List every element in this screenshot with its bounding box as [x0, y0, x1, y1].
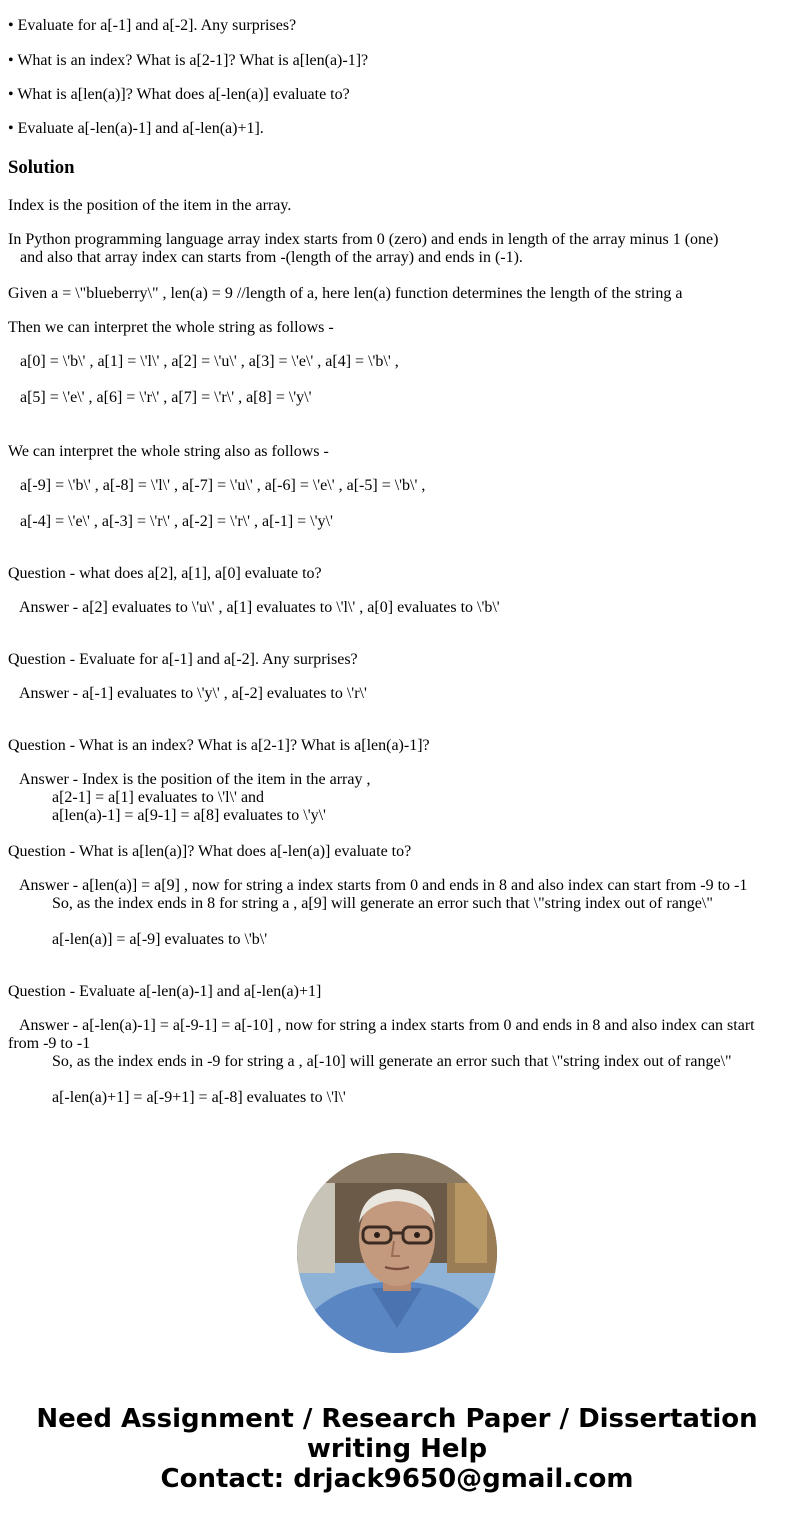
negative-index-line: a[-4] = \'e\' , a[-3] = \'r\' , a[-2] = \'r\' , a[-1] = \'y\' — [20, 513, 333, 530]
promo-line: Need Assignment / Research Paper / Dissertation — [36, 1404, 758, 1434]
positive-index-line: a[5] = \'e\' , a[6] = \'r\' , a[7] = \'r\' , a[8] = \'y\' — [20, 389, 312, 406]
paragraph: Index is the position of the item in the array. — [8, 197, 292, 214]
promo-line: writing Help — [306, 1434, 488, 1464]
positive-index-line: a[0] = \'b\' , a[1] = \'l\' , a[2] = \'u\' , a[3] = \'e\' , a[4] = \'b\' , — [20, 353, 399, 370]
answer-text: Answer - a[-len(a)-1] = a[-9-1] = a[-10] , now for string a index starts from 0 and ends in 8 and also index can start — [19, 1017, 755, 1034]
answer-text: Answer - a[-1] evaluates to \'y\' , a[-2] evaluates to \'r\' — [19, 685, 367, 702]
answer-text: Answer - Index is the position of the item in the array , — [19, 771, 371, 788]
question-text: Question - What is a[len(a)]? What does a[-len(a)] evaluate to? — [8, 843, 412, 860]
question-text: Question - What is an index? What is a[2-1]? What is a[len(a)-1]? — [8, 737, 430, 754]
answer-text: So, as the index ends in -9 for string a , a[-10] will generate an error such that \"string index out of range\" — [52, 1053, 732, 1070]
answer-text: a[2-1] = a[1] evaluates to \'l\' and — [52, 789, 265, 806]
paragraph: In Python programming language array index starts from 0 (zero) and ends in length of the array minus 1 (one) — [8, 231, 719, 248]
portrait-image — [297, 1153, 497, 1353]
answer-text: Answer - a[2] evaluates to \'u\' , a[1] evaluates to \'l\' , a[0] evaluates to \'b\' — [19, 599, 500, 616]
answer-text: So, as the index ends in 8 for string a , a[9] will generate an error such that \"string index out of range\" — [52, 895, 713, 912]
answer-text: a[-len(a)] = a[-9] evaluates to \'b\' — [52, 931, 268, 948]
paragraph: Then we can interpret the whole string as follows - — [8, 319, 334, 336]
contact-email: Contact: drjack9650@gmail.com — [160, 1464, 634, 1494]
question-item: • What is an index? What is a[2-1]? What is a[len(a)-1]? — [8, 52, 369, 69]
question-item: • Evaluate for a[-1] and a[-2]. Any surprises? — [8, 17, 297, 34]
answer-text: a[-len(a)+1] = a[-9+1] = a[-8] evaluates to \'l\' — [52, 1089, 346, 1106]
question-text: Question - what does a[2], a[1], a[0] evaluate to? — [8, 565, 322, 582]
negative-index-line: a[-9] = \'b\' , a[-8] = \'l\' , a[-7] = \'u\' , a[-6] = \'e\' , a[-5] = \'b\' , — [20, 477, 426, 494]
paragraph: Given a = \"blueberry\" , len(a) = 9 //length of a, here len(a) function determines the length of the string a — [8, 285, 683, 302]
question-item: • What is a[len(a)]? What does a[-len(a)] evaluate to? — [8, 86, 350, 103]
paragraph-continuation: and also that array index can starts from -(length of the array) and ends in (-1). — [20, 249, 523, 266]
avatar — [297, 1153, 497, 1353]
answer-text-continuation: from -9 to -1 — [8, 1035, 91, 1052]
answer-text: a[len(a)-1] = a[9-1] = a[8] evaluates to \'y\' — [52, 807, 326, 824]
paragraph: We can interpret the whole string also as follows - — [8, 443, 329, 460]
question-text: Question - Evaluate for a[-1] and a[-2]. Any surprises? — [8, 651, 358, 668]
question-item: • Evaluate a[-len(a)-1] and a[-len(a)+1]. — [8, 120, 264, 137]
solution-heading: Solution — [8, 157, 75, 178]
question-text: Question - Evaluate a[-len(a)-1] and a[-len(a)+1] — [8, 983, 322, 1000]
answer-text: Answer - a[len(a)] = a[9] , now for string a index starts from 0 and ends in 8 and also index can start from -9 to -1 — [19, 877, 748, 894]
